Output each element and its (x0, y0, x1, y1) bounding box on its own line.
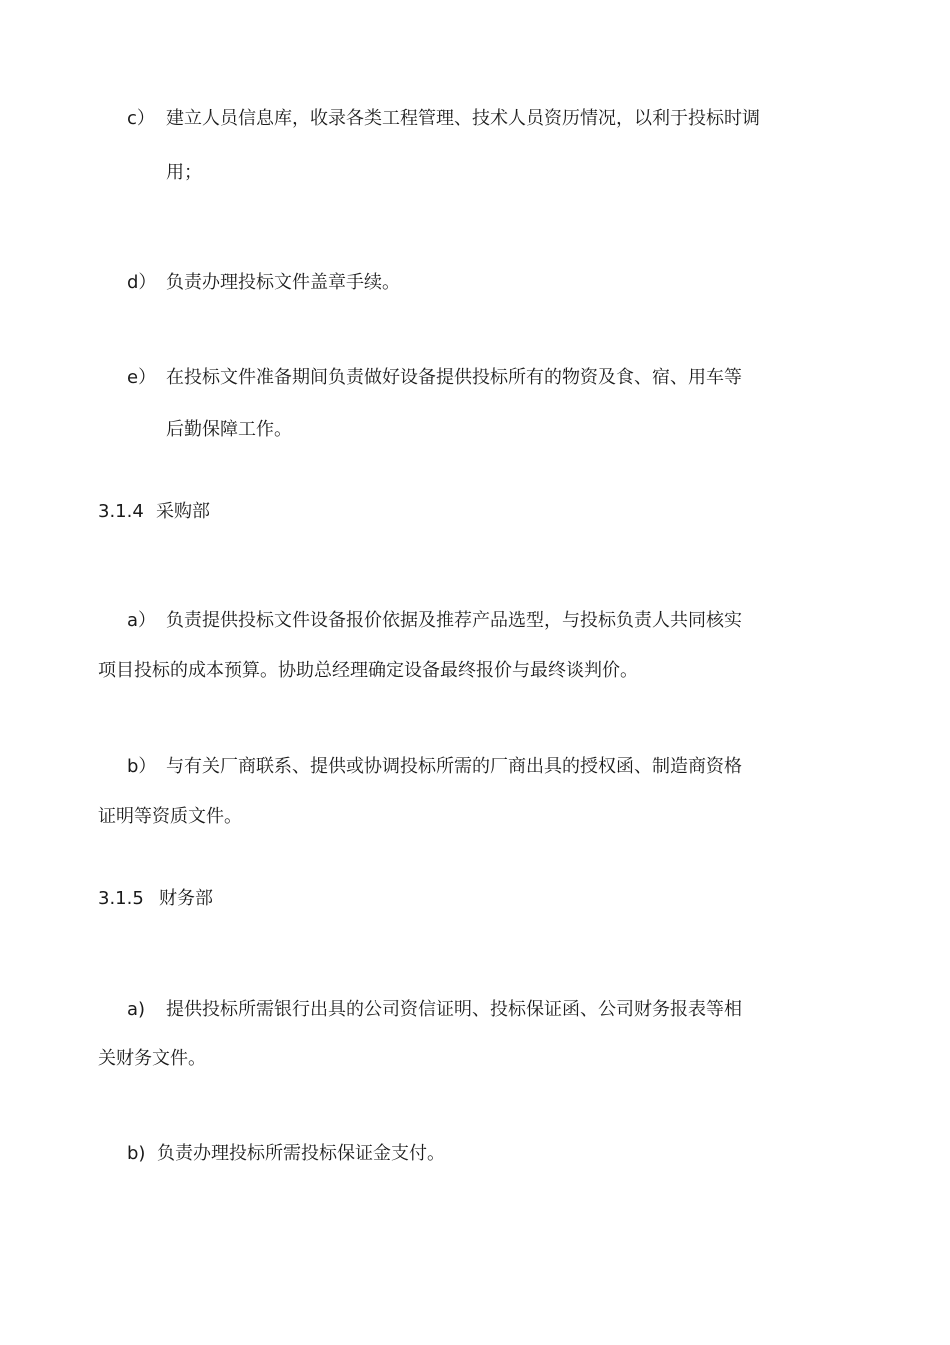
item-a-line2: 关财务文件。 (98, 1048, 206, 1069)
section-title: 采购部 (156, 501, 210, 522)
section-heading-315 (98, 887, 213, 911)
item-e-line2: 后勤保障工作。 (166, 419, 292, 440)
item-a-line1: 负责提供投标文件设备报价依据及推荐产品选型，与投标负责人共同核实 (166, 610, 742, 631)
item-b-marker: b) (127, 1143, 146, 1164)
section-number: 3.1.5 (98, 888, 144, 909)
item-b-line1: 负责办理投标所需投标保证金支付。 (157, 1143, 445, 1164)
item-d-line1: 负责办理投标文件盖章手续。 (166, 272, 400, 293)
item-b-marker: b） (127, 756, 157, 777)
item-b-line1: 与有关厂商联系、提供或协调投标所需的厂商出具的授权函、制造商资格 (166, 756, 742, 777)
item-d-marker: d） (127, 272, 157, 293)
item-c-line1: 建立人员信息库，收录各类工程管理、技术人员资历情况，以利于投标时调 (166, 108, 760, 129)
item-e-line1: 在投标文件准备期间负责做好设备提供投标所有的物资及食、宿、用车等 (166, 367, 742, 388)
section-title: 财务部 (159, 888, 213, 909)
section-heading-314 (98, 500, 210, 524)
item-a-marker: a) (127, 999, 146, 1020)
item-a-marker: a） (127, 610, 157, 631)
item-a-line1: 提供投标所需银行出具的公司资信证明、投标保证函、公司财务报表等相 (166, 999, 742, 1020)
section-number: 3.1.4 (98, 501, 144, 522)
item-e-marker: e） (127, 367, 157, 388)
item-c-line2: 用； (166, 162, 202, 183)
item-c-marker: c） (127, 108, 155, 129)
item-a-line2: 项目投标的成本预算。协助总经理确定设备最终报价与最终谈判价。 (98, 660, 638, 681)
item-b-line2: 证明等资质文件。 (98, 806, 242, 827)
